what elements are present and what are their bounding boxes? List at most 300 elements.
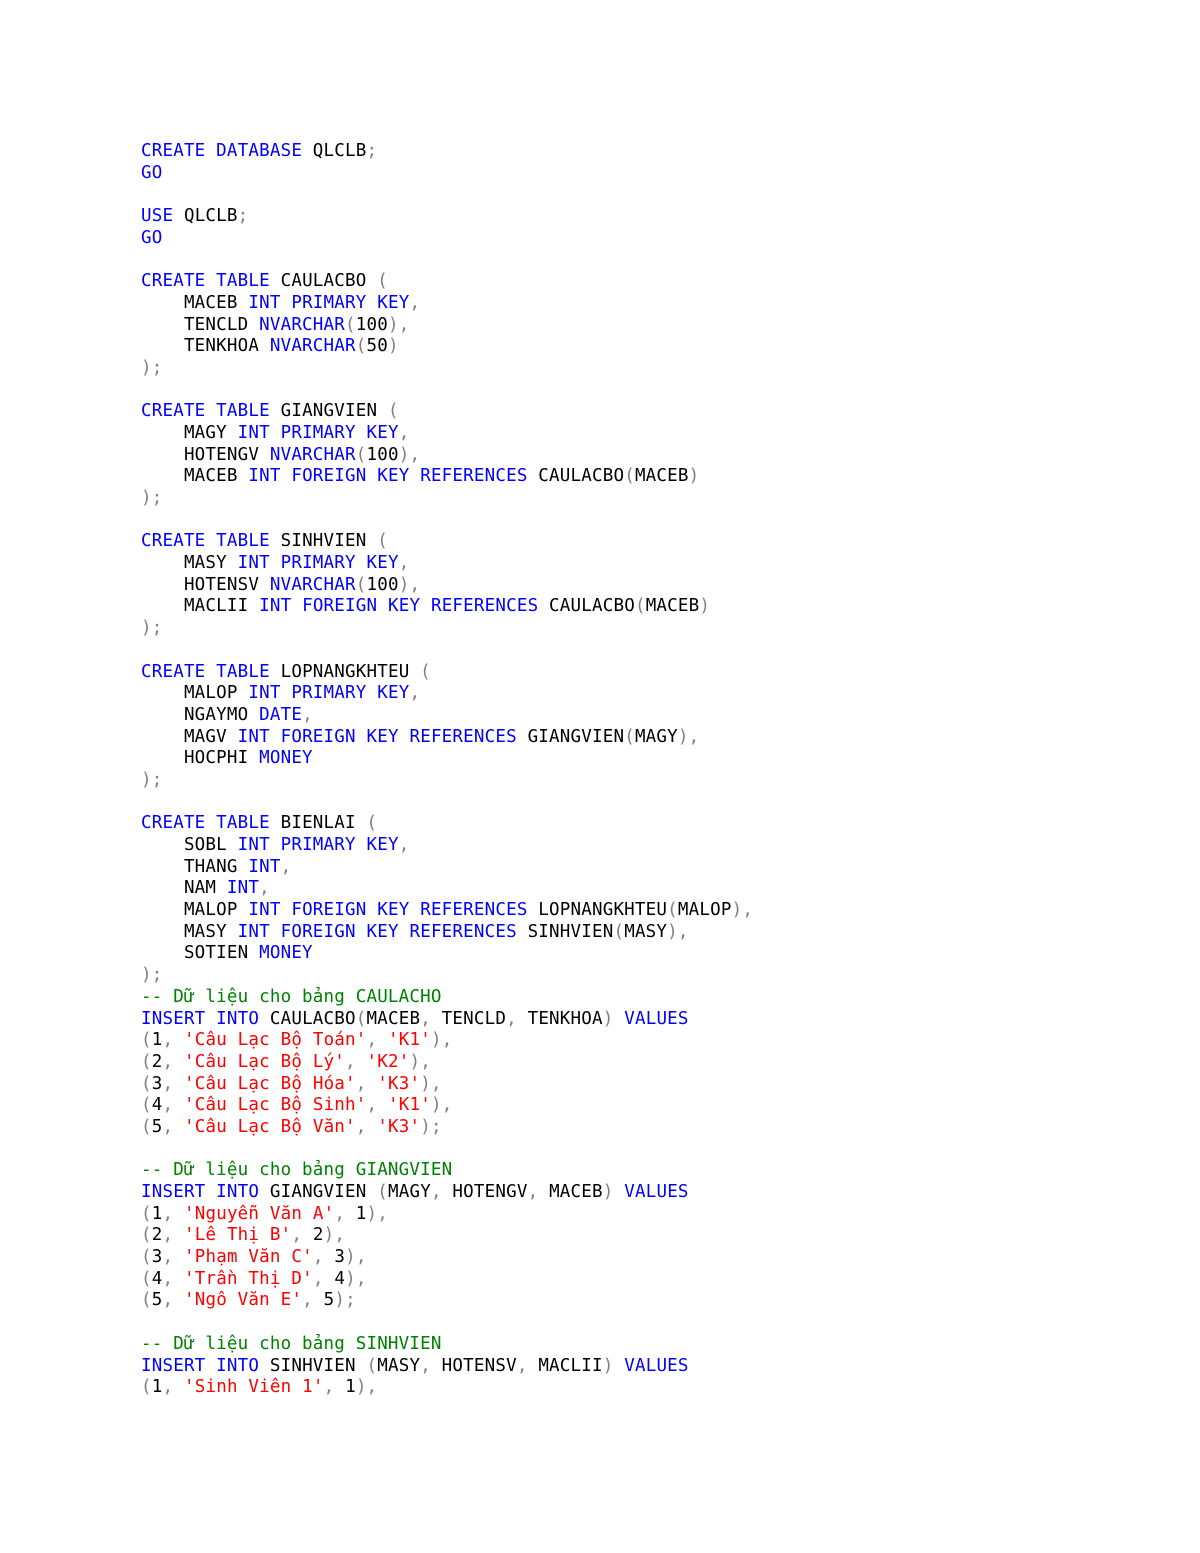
sql-text: MAGY	[387, 1182, 431, 1202]
sql-punctuation: ,	[409, 683, 421, 704]
code-line	[141, 1312, 753, 1334]
sql-punctuation: ,	[420, 1355, 431, 1376]
sql-punctuation: ,	[162, 1073, 174, 1094]
sql-string: 'Câu Lạc Bộ Sinh'	[184, 1095, 367, 1116]
sql-text: MALOP	[141, 900, 249, 921]
sql-text: NAM	[141, 878, 227, 899]
code-line	[141, 510, 753, 532]
code-line	[141, 1269, 753, 1291]
sql-text: TENKHOA	[516, 1008, 603, 1029]
sql-text	[366, 900, 377, 920]
sql-text	[205, 1009, 216, 1029]
sql-punctuation: (	[366, 813, 378, 834]
code-line	[141, 813, 753, 835]
sql-text: 4	[151, 1095, 163, 1116]
sql-text: MACEB	[141, 292, 249, 313]
sql-keyword: NVARCHAR	[269, 444, 356, 465]
sql-text: NGAYMO	[141, 704, 260, 725]
sql-text	[173, 1225, 184, 1245]
sql-string: 'Sinh Viên 1'	[184, 1377, 324, 1398]
sql-keyword: INTO	[216, 1355, 260, 1376]
sql-keyword: KEY	[366, 726, 399, 747]
code-line	[141, 141, 753, 163]
sql-keyword: INT	[248, 900, 281, 921]
sql-text	[614, 1182, 625, 1202]
sql-punctuation: (	[377, 531, 388, 552]
sql-punctuation: ),	[355, 1377, 378, 1398]
code-line	[141, 575, 753, 597]
code-line	[141, 618, 753, 640]
sql-text	[173, 1269, 184, 1289]
code-line	[141, 900, 753, 922]
code-line	[141, 878, 753, 900]
sql-text	[173, 1117, 184, 1137]
code-line	[141, 184, 753, 206]
sql-keyword: CREATE	[141, 813, 206, 834]
sql-punctuation: ,	[398, 835, 410, 855]
sql-punctuation: (	[355, 574, 367, 595]
sql-punctuation: ),	[430, 1030, 453, 1051]
sql-text: HOTENSV	[141, 574, 270, 595]
sql-punctuation: );	[141, 357, 163, 378]
sql-text	[420, 596, 431, 616]
code-line	[141, 1247, 753, 1269]
code-line	[141, 662, 753, 684]
sql-text: QLCLB	[302, 141, 367, 161]
code-line	[141, 206, 753, 228]
sql-text	[173, 1074, 184, 1094]
sql-punctuation: (	[141, 1095, 152, 1116]
sql-text	[205, 813, 216, 833]
sql-punctuation: (	[355, 1008, 367, 1029]
sql-string: 'Nguyễn Văn A'	[184, 1203, 335, 1224]
code-line	[141, 1095, 753, 1117]
code-line	[141, 423, 753, 445]
code-line	[141, 748, 753, 770]
sql-punctuation: (	[624, 726, 635, 747]
sql-punctuation: ,	[162, 1290, 174, 1311]
sql-text	[356, 835, 367, 855]
sql-keyword: REFERENCES	[420, 900, 528, 921]
sql-text: MACEB	[366, 1008, 421, 1029]
sql-text	[356, 922, 367, 942]
code-line	[141, 445, 753, 467]
sql-text	[281, 683, 292, 703]
sql-keyword: NVARCHAR	[259, 314, 345, 335]
sql-text: SINHVIEN	[269, 531, 378, 552]
code-line	[141, 1052, 753, 1074]
sql-text: 1	[345, 1203, 367, 1224]
sql-text	[173, 1095, 184, 1115]
sql-punctuation: )	[602, 1008, 614, 1029]
sql-keyword: KEY	[366, 553, 399, 574]
code-line	[141, 401, 753, 423]
sql-keyword: KEY	[377, 292, 410, 313]
code-line	[141, 1030, 753, 1052]
sql-text: GIANGVIEN	[259, 1182, 378, 1202]
sql-text	[270, 423, 281, 443]
code-line	[141, 380, 753, 402]
sql-text	[205, 531, 216, 551]
sql-punctuation: (	[141, 1225, 152, 1246]
sql-text: MALOP	[677, 900, 732, 921]
sql-text: HOCPHI	[141, 748, 260, 769]
sql-punctuation: ),	[398, 574, 421, 595]
sql-punctuation: ,	[312, 1268, 324, 1289]
sql-punctuation: (	[387, 401, 399, 422]
sql-text: 4	[151, 1268, 163, 1289]
sql-punctuation: ,	[162, 1051, 174, 1072]
sql-string: 'K1'	[388, 1030, 431, 1051]
sql-text: MACEB	[634, 466, 689, 487]
sql-text	[356, 1052, 367, 1072]
sql-punctuation: ,	[355, 1116, 367, 1137]
sql-text	[377, 596, 388, 616]
sql-keyword: TABLE	[216, 401, 270, 422]
sql-text: TENKHOA	[141, 336, 270, 357]
sql-keyword: PRIMARY	[291, 683, 367, 704]
code-line	[141, 835, 753, 857]
code-line	[141, 271, 753, 293]
sql-keyword: INT	[237, 726, 270, 747]
sql-text: CAULACBO	[259, 1008, 356, 1029]
code-line	[141, 358, 753, 380]
sql-keyword: REFERENCES	[420, 466, 528, 487]
sql-punctuation: (	[377, 1182, 388, 1202]
sql-punctuation: (	[613, 921, 625, 942]
sql-text	[367, 1117, 378, 1137]
code-line	[141, 640, 753, 662]
sql-punctuation: ),	[366, 1203, 389, 1224]
sql-punctuation: )	[602, 1355, 614, 1376]
sql-text: GIANGVIEN	[516, 726, 625, 747]
sql-text: 100	[366, 444, 399, 465]
sql-punctuation: (	[377, 271, 388, 292]
sql-string: 'K2'	[366, 1051, 410, 1072]
sql-keyword: KEY	[366, 422, 399, 443]
sql-punctuation: )	[387, 336, 399, 357]
sql-text: MAGY	[634, 726, 678, 747]
sql-text	[281, 293, 292, 313]
sql-keyword: PRIMARY	[280, 553, 356, 574]
sql-keyword: TABLE	[216, 813, 270, 834]
sql-text: MACEB	[645, 596, 700, 617]
sql-text	[613, 1356, 624, 1376]
sql-keyword: INT	[237, 921, 270, 942]
sql-punctuation: (	[345, 314, 356, 335]
sql-keyword: GO	[141, 162, 163, 183]
sql-punctuation: ;	[237, 206, 249, 227]
sql-punctuation: ),	[345, 1247, 367, 1268]
sql-text	[281, 900, 292, 920]
sql-punctuation: );	[141, 769, 163, 790]
sql-text	[205, 1356, 216, 1376]
code-line	[141, 466, 753, 488]
sql-punctuation: ,	[506, 1008, 517, 1029]
sql-text: SINHVIEN	[259, 1355, 367, 1376]
sql-keyword: INT	[226, 878, 260, 899]
sql-punctuation: ),	[345, 1268, 367, 1289]
sql-text	[409, 900, 420, 920]
sql-keyword: INSERT	[141, 1008, 206, 1029]
code-line	[141, 1009, 753, 1031]
sql-punctuation: ,	[527, 1182, 539, 1202]
sql-punctuation: ,	[162, 1116, 174, 1137]
sql-punctuation: ),	[667, 921, 689, 942]
sql-text: TENCLD	[141, 314, 260, 335]
code-line	[141, 315, 753, 337]
sql-punctuation: ,	[162, 1268, 174, 1289]
sql-punctuation: ;	[366, 141, 378, 161]
sql-punctuation: ,	[259, 878, 270, 899]
sql-punctuation: ,	[516, 1355, 528, 1376]
code-line	[141, 1290, 753, 1312]
sql-punctuation: ),	[409, 1051, 431, 1072]
sql-keyword: INSERT	[141, 1355, 206, 1376]
sql-string: 'Câu Lạc Bộ Toán'	[184, 1030, 367, 1051]
sql-punctuation: ),	[420, 1073, 442, 1094]
sql-punctuation: )	[602, 1182, 614, 1202]
sql-text: SOTIEN	[141, 943, 260, 964]
sql-punctuation: ),	[387, 314, 410, 335]
sql-text: MALOP	[141, 683, 249, 704]
sql-keyword: CREATE	[141, 141, 206, 161]
code-line	[141, 1139, 753, 1161]
sql-text	[613, 1009, 624, 1029]
sql-text	[291, 596, 302, 616]
sql-text	[173, 1377, 184, 1397]
sql-punctuation: ),	[677, 726, 700, 747]
sql-comment: -- Dữ liệu cho bảng SINHVIEN	[141, 1333, 442, 1354]
sql-keyword: FOREIGN	[280, 921, 356, 942]
sql-text	[173, 1290, 184, 1310]
code-line	[141, 596, 753, 618]
sql-keyword: VALUES	[624, 1182, 689, 1202]
sql-punctuation: ,	[398, 553, 410, 574]
sql-punctuation: ,	[162, 1377, 174, 1398]
sql-punctuation: (	[624, 466, 635, 487]
code-line	[141, 683, 753, 705]
sql-punctuation: (	[141, 1290, 152, 1311]
sql-punctuation: ,	[345, 1051, 356, 1072]
sql-punctuation: (	[366, 1355, 378, 1376]
sql-keyword: KEY	[377, 466, 410, 487]
code-line	[141, 1117, 753, 1139]
sql-string: 'Câu Lạc Bộ Văn'	[184, 1116, 356, 1137]
code-line	[141, 228, 753, 250]
code-line	[141, 293, 753, 315]
sql-keyword: CREATE	[141, 401, 206, 422]
sql-punctuation: ,	[162, 1095, 174, 1116]
sql-text	[205, 271, 216, 291]
sql-text: 100	[355, 314, 388, 335]
sql-punctuation: ,	[420, 1008, 431, 1029]
sql-text	[173, 1247, 184, 1267]
sql-punctuation: ,	[162, 1247, 174, 1268]
sql-text	[409, 466, 420, 486]
sql-keyword: INT	[237, 835, 270, 855]
code-line	[141, 1182, 753, 1204]
sql-keyword: INT	[237, 422, 270, 443]
sql-keyword: MONEY	[259, 748, 313, 769]
code-line	[141, 1225, 753, 1247]
sql-punctuation: ,	[280, 856, 292, 877]
code-line	[141, 249, 753, 271]
sql-text	[366, 293, 377, 313]
sql-text: 5	[151, 1290, 163, 1311]
sql-text: HOTENGV	[441, 1182, 528, 1202]
sql-keyword: INSERT	[141, 1182, 206, 1202]
sql-punctuation: (	[420, 661, 431, 682]
sql-keyword: USE	[141, 206, 174, 227]
sql-text: BIENLAI	[269, 813, 367, 834]
sql-text	[356, 553, 367, 573]
sql-punctuation: (	[355, 336, 367, 357]
sql-text: 3	[151, 1073, 163, 1094]
sql-punctuation: (	[634, 596, 646, 617]
sql-text	[377, 1030, 388, 1050]
sql-keyword: FOREIGN	[291, 900, 367, 921]
sql-keyword: TABLE	[216, 531, 270, 552]
sql-text: THANG	[141, 856, 249, 877]
sql-text	[205, 141, 216, 161]
sql-punctuation: ,	[162, 1203, 174, 1224]
sql-text	[356, 727, 367, 747]
sql-punctuation: (	[141, 1073, 152, 1094]
sql-text: LOPNANGKHTEU	[269, 661, 421, 682]
sql-text: 100	[366, 574, 399, 595]
sql-punctuation: ,	[162, 1225, 174, 1246]
sql-text	[366, 466, 377, 486]
sql-text: HOTENSV	[430, 1355, 517, 1376]
sql-punctuation: ,	[366, 1030, 378, 1051]
sql-punctuation: (	[141, 1116, 152, 1137]
sql-text: MACLII	[141, 596, 260, 617]
sql-text: MAGV	[141, 726, 238, 747]
sql-punctuation: (	[141, 1268, 152, 1289]
sql-punctuation: ,	[430, 1182, 442, 1202]
sql-punctuation: );	[141, 618, 163, 639]
code-line	[141, 1204, 753, 1226]
sql-keyword: CREATE	[141, 531, 206, 552]
sql-punctuation: );	[334, 1290, 356, 1311]
sql-keyword: TABLE	[216, 271, 270, 292]
sql-text: GIANGVIEN	[269, 401, 388, 422]
sql-text	[270, 835, 281, 855]
sql-text	[173, 1030, 184, 1050]
sql-keyword: KEY	[377, 683, 410, 704]
sql-keyword: VALUES	[624, 1008, 689, 1029]
sql-punctuation: ,	[398, 422, 410, 443]
sql-punctuation: (	[141, 1051, 152, 1072]
code-line	[141, 1160, 753, 1182]
sql-keyword: FOREIGN	[291, 466, 367, 487]
sql-string: 'K3'	[377, 1073, 421, 1094]
sql-keyword: CREATE	[141, 661, 206, 682]
code-line	[141, 943, 753, 965]
sql-text: 1	[151, 1203, 163, 1224]
code-line	[141, 705, 753, 727]
sql-punctuation: ,	[302, 704, 313, 725]
sql-text: 3	[323, 1247, 346, 1268]
sql-punctuation: ),	[323, 1225, 346, 1246]
sql-keyword: NVARCHAR	[269, 336, 356, 357]
sql-text: MACEB	[538, 1182, 603, 1202]
code-line	[141, 792, 753, 814]
sql-keyword: GO	[141, 227, 163, 248]
sql-keyword: PRIMARY	[280, 422, 356, 443]
sql-text: TENCLD	[430, 1008, 507, 1029]
sql-keyword: TABLE	[216, 661, 270, 682]
sql-text: CAULACBO	[538, 596, 635, 617]
sql-text: MACEB	[141, 466, 249, 487]
sql-keyword: KEY	[377, 900, 410, 921]
sql-punctuation: ,	[323, 1377, 335, 1398]
sql-keyword: DATABASE	[216, 141, 303, 161]
code-line	[141, 1377, 753, 1399]
sql-text	[173, 1052, 184, 1072]
sql-text: 5	[312, 1290, 335, 1311]
sql-keyword: REFERENCES	[409, 921, 517, 942]
sql-string: 'Ngô Văn E'	[184, 1290, 303, 1311]
sql-punctuation: ,	[291, 1225, 303, 1246]
sql-text	[399, 727, 410, 747]
code-line	[141, 1356, 753, 1378]
sql-comment: -- Dữ liệu cho bảng GIANGVIEN	[141, 1160, 453, 1181]
sql-keyword: INT	[248, 683, 281, 704]
code-line	[141, 163, 753, 185]
sql-punctuation: ,	[355, 1073, 367, 1094]
sql-text: 2	[151, 1051, 163, 1072]
sql-punctuation: ,	[334, 1203, 346, 1224]
code-line	[141, 553, 753, 575]
sql-punctuation: );	[420, 1116, 442, 1137]
sql-keyword: FOREIGN	[280, 726, 356, 747]
sql-keyword: REFERENCES	[409, 726, 517, 747]
sql-keyword: DATE	[259, 704, 303, 725]
sql-string: 'Phạm Văn C'	[184, 1247, 313, 1268]
sql-punctuation: (	[355, 444, 367, 465]
sql-punctuation: ,	[312, 1247, 324, 1268]
code-line	[141, 488, 753, 510]
sql-punctuation: );	[141, 965, 163, 986]
sql-punctuation: (	[141, 1030, 152, 1051]
sql-text	[356, 423, 367, 443]
sql-text: CAULACBO	[527, 466, 625, 487]
sql-text	[205, 662, 216, 682]
code-line	[141, 770, 753, 792]
sql-text: SINHVIEN	[516, 921, 614, 942]
sql-keyword: KEY	[387, 596, 421, 617]
sql-text	[377, 1095, 388, 1115]
code-line	[141, 965, 753, 987]
sql-keyword: PRIMARY	[291, 292, 367, 313]
sql-text: LOPNANGKHTEU	[527, 900, 668, 921]
sql-text: 3	[151, 1247, 163, 1268]
sql-string: 'Lê Thị B'	[184, 1225, 292, 1246]
sql-punctuation: ),	[430, 1095, 453, 1116]
sql-punctuation: (	[141, 1203, 152, 1224]
sql-punctuation: )	[688, 466, 700, 487]
sql-punctuation: (	[141, 1377, 152, 1398]
sql-keyword: VALUES	[624, 1355, 689, 1376]
sql-text	[366, 683, 377, 703]
sql-text	[205, 401, 216, 421]
sql-keyword: KEY	[366, 921, 399, 942]
sql-text	[281, 466, 292, 486]
sql-text: MASY	[141, 553, 238, 574]
sql-text: 2	[151, 1225, 163, 1246]
